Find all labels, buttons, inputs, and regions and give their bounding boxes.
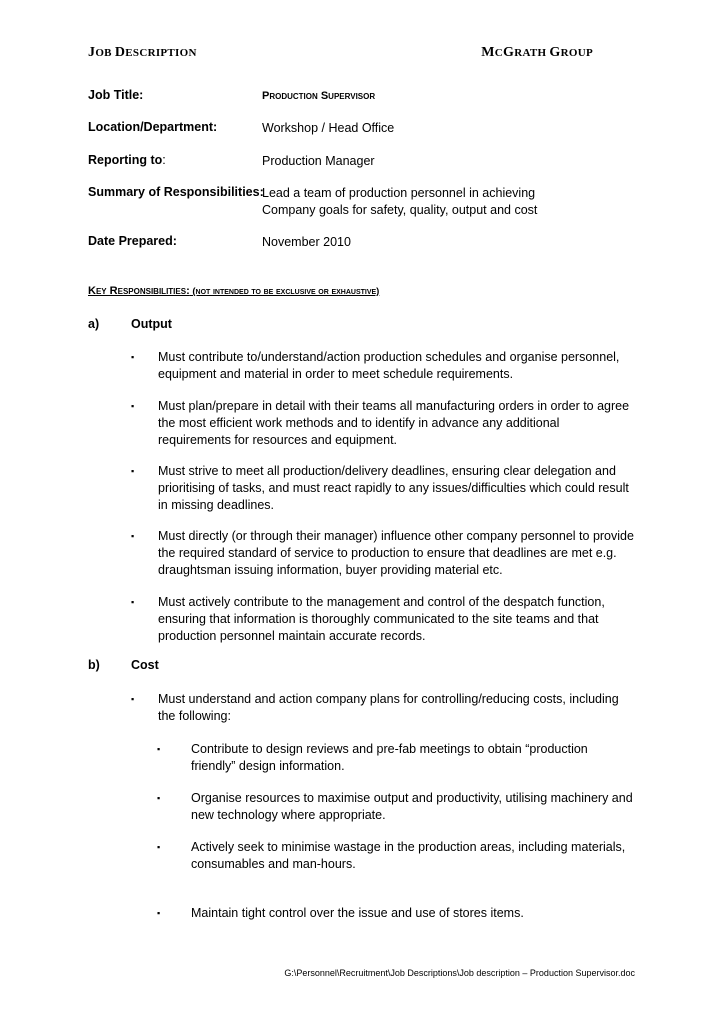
key-responsibilities-heading [88, 285, 379, 297]
list-item-line: draughtsman issuing information, buyer providing material etc. [158, 563, 503, 577]
header-right-cap1: M [481, 45, 495, 60]
list-item-line: Organise resources to maximise output and productivity, utilising machinery and [191, 791, 633, 805]
bullet-icon: ▪ [131, 352, 135, 362]
bullet-icon: ▪ [157, 908, 161, 918]
list-item-line: new technology where appropriate. [191, 808, 386, 822]
list-item [158, 528, 634, 579]
header-left-rest2: ESCRIPTION [125, 47, 197, 59]
list-item-line: Must actively contribute to the management and control of the despatch function, [158, 595, 605, 609]
list-item-line: requirements for resources and equipment. [158, 433, 398, 447]
location-value: Workshop / Head Office [262, 121, 395, 135]
job-title-label: Job Title: [88, 88, 144, 102]
list-item-line: consumables and man-hours. [191, 857, 356, 871]
section-b-letter: b) [88, 658, 100, 672]
header-right [481, 45, 593, 61]
job-title-value: Production Supervisor [262, 90, 376, 102]
reporting-label [88, 153, 166, 167]
header-right-rest2: RATH [514, 47, 550, 59]
header-left-rest1: OB [95, 47, 115, 59]
list-item [191, 839, 625, 873]
list-item-line: Maintain tight control over the issue and use of stores items. [191, 906, 524, 920]
footer-file-path: G:\Personnel\Recruitment\Job Descriptions\Job description – Production Supervisor.doc [284, 968, 635, 978]
list-item-line: Must understand and action company plans for controlling/reducing costs, including [158, 692, 619, 706]
reporting-label-text: Reporting to [88, 153, 163, 167]
section-b-title: Cost [131, 658, 159, 672]
list-item [158, 398, 629, 449]
bullet-icon: ▪ [131, 597, 135, 607]
list-item-line: the required standard of service to production to ensure that deadlines are met e.g. [158, 546, 617, 560]
list-item-line: friendly” design information. [191, 759, 345, 773]
list-item-line: the most efficient work methods and to identify in advance any additional [158, 416, 560, 430]
list-item [158, 594, 605, 645]
key-responsibilities-note: (not intended to be exclusive or exhaustive) [189, 286, 380, 297]
header-right-rest3: ROUP [560, 47, 593, 59]
list-item-line: ensuring that information is thoroughly communicated to the site teams and that [158, 612, 599, 626]
reporting-label-colon: : [162, 153, 166, 167]
list-item-line: in missing deadlines. [158, 498, 275, 512]
section-a-letter: a) [88, 317, 100, 331]
list-item-line: Must contribute to/understand/action production schedules and organise personnel, [158, 350, 620, 364]
reporting-value: Production Manager [262, 154, 375, 168]
list-item [158, 463, 629, 514]
summary-line: Lead a team of production personnel in achieving [262, 186, 536, 200]
header-left-cap1: J [88, 45, 96, 60]
list-item-line: the following: [158, 709, 231, 723]
list-item [191, 905, 524, 922]
bullet-icon: ▪ [131, 694, 135, 704]
list-item-line: Actively seek to minimise wastage in the production areas, including materials, [191, 840, 626, 854]
list-item [191, 790, 633, 824]
header-left [88, 45, 197, 61]
bullet-icon: ▪ [157, 793, 161, 803]
bullet-icon: ▪ [131, 401, 135, 411]
list-item-line: prioritising of tasks, and must react rapidly to any issues/difficulties which could result [158, 481, 629, 495]
header-right-cap3: G [549, 45, 561, 60]
header-right-rest1: C [494, 47, 503, 59]
list-item [191, 741, 588, 775]
header-left-cap2: D [114, 45, 126, 60]
header-right-cap2: G [503, 45, 515, 60]
bullet-icon: ▪ [157, 842, 161, 852]
list-item-line: Must strive to meet all production/delivery deadlines, ensuring clear delegation and [158, 464, 616, 478]
bullet-icon: ▪ [131, 466, 135, 476]
location-label: Location/Department: [88, 120, 218, 134]
summary-value [262, 185, 537, 219]
summary-line: Company goals for safety, quality, output and cost [262, 203, 538, 217]
list-item-line: Must plan/prepare in detail with their teams all manufacturing orders in order to agree [158, 399, 630, 413]
key-responsibilities-title: Key Responsibilities: [88, 285, 190, 297]
bullet-icon: ▪ [157, 744, 161, 754]
list-item-line: equipment and material in order to meet schedule requirements. [158, 367, 514, 381]
list-item [158, 691, 619, 725]
date-label: Date Prepared: [88, 234, 177, 248]
summary-label: Summary of Responsibilities: [88, 185, 264, 199]
section-a-title: Output [131, 317, 172, 331]
list-item-line: Contribute to design reviews and pre-fab meetings to obtain “production [191, 742, 588, 756]
bullet-icon: ▪ [131, 531, 135, 541]
date-value: November 2010 [262, 235, 351, 249]
list-item-line: production personnel maintain accurate records. [158, 629, 426, 643]
list-item-line: Must directly (or through their manager) influence other company personnel to provide [158, 529, 634, 543]
list-item [158, 349, 619, 383]
